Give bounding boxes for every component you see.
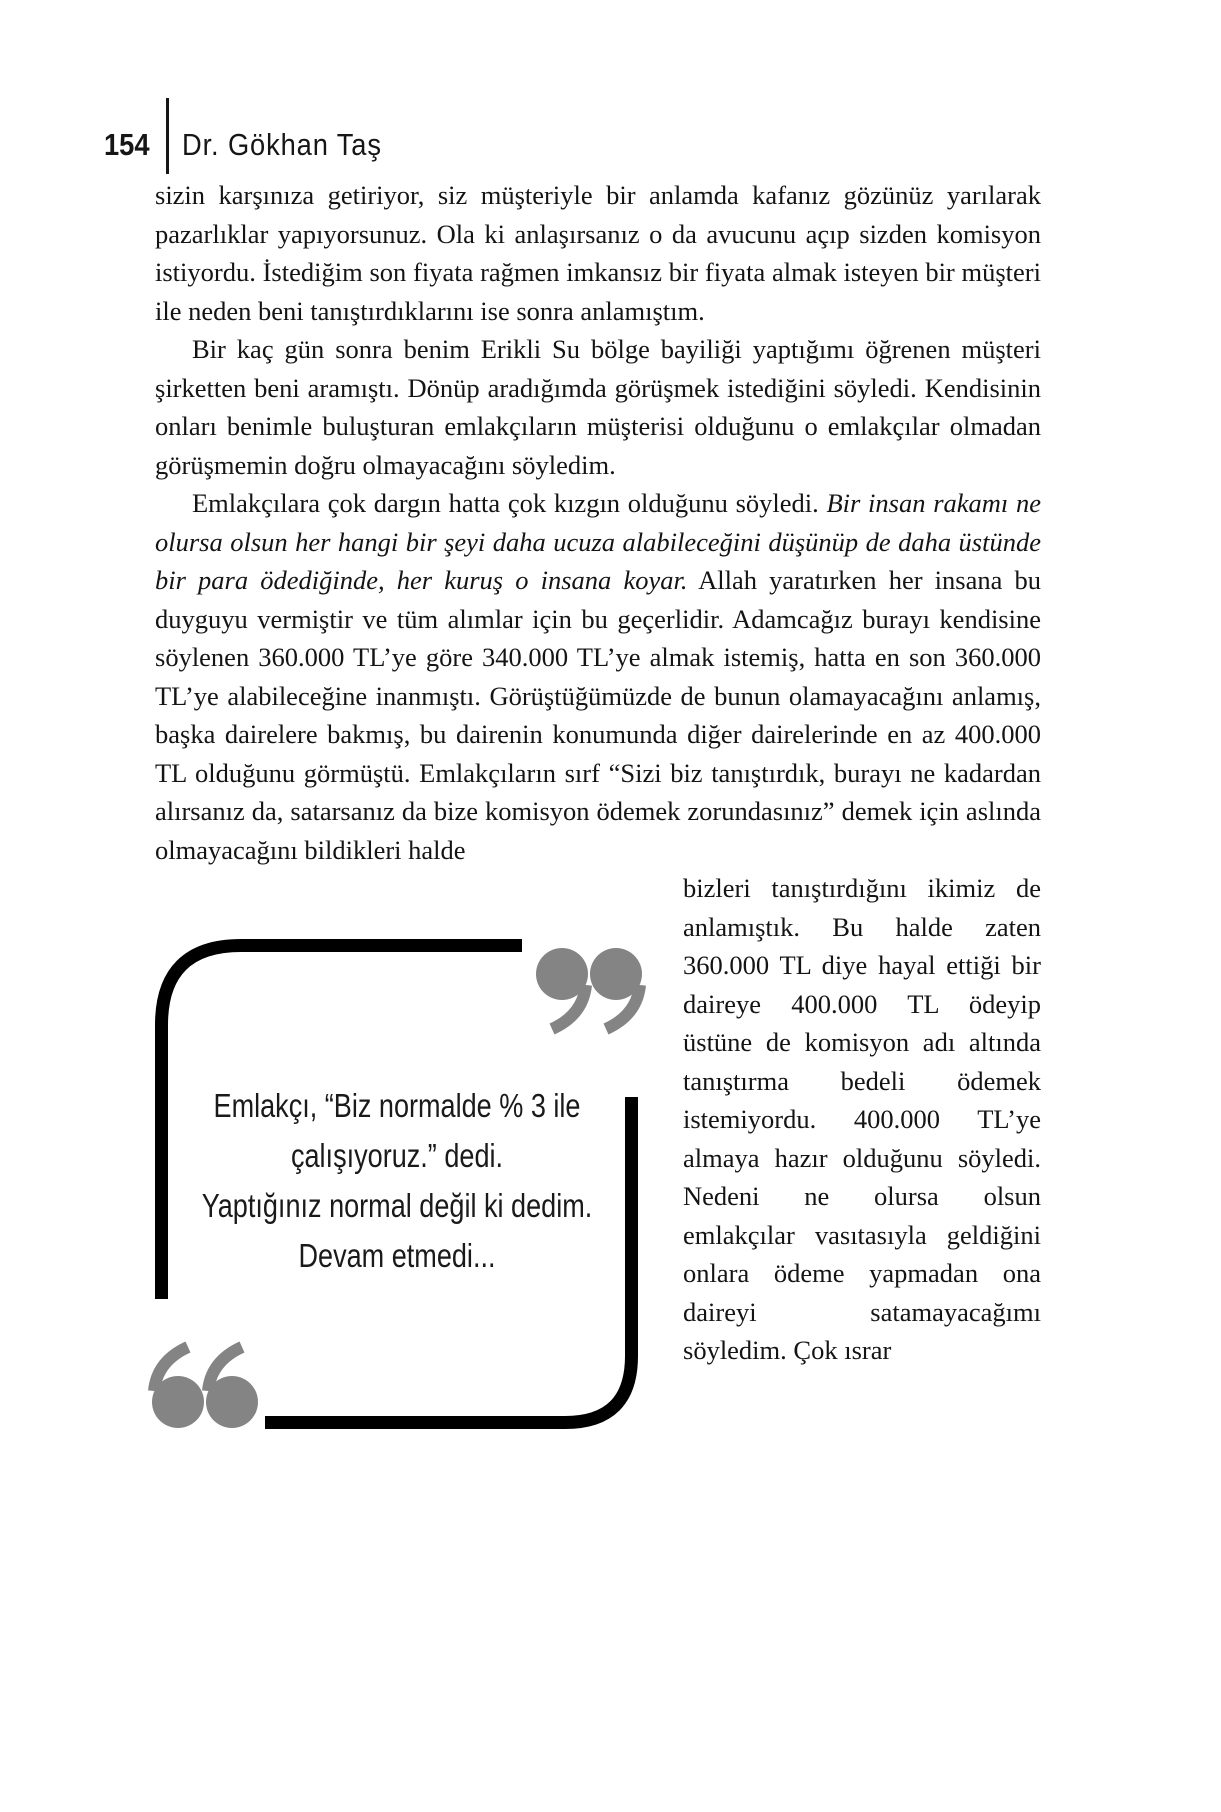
wrap-row: [155, 869, 1041, 1444]
paragraph: [155, 484, 1041, 869]
author-name: Dr. Gökhan Taş: [181, 127, 382, 162]
pullquote-line: çalışıyoruz.” dedi.: [290, 1137, 504, 1174]
wrap-column: bizleri tanıştırdığını ikimiz de anlamıştık. Bu halde zaten 360.000 TL diye hayal ettiği bir daireye 400.000 TL ödeyip üstüne de komisyon adı altında tanıştırma bedeli ödemek istemiyordu. 400.000 TL’ye almaya hazır olduğunu söyledi. Nedeni ne olursa olsun emlakçılar vasıtasıyla geldiğini onlara ödeme yapmadan ona daireyi satamayacağımı söyledim. Çok ısrar: [683, 873, 1041, 1365]
text-segment: Bir kaç gün sonra benim Erikli Su bölge bayiliği yaptığımı öğrenen müşteri şirketten beni aramıştı. Dönüp aradığımda görüşmek istediğini söyledi. Kendisinin onları benimle buluşturan emlakçıların müşterisi olduğunu o emlakçılar olmadan görüşmemin doğru olmayacağını söyledim.: [155, 334, 1041, 480]
paragraph: [155, 330, 1041, 484]
pullquote-line: Emlakçı, “Biz normalde % 3 ile: [213, 1087, 581, 1124]
pullquote-box: [155, 869, 683, 1444]
paragraph: [155, 176, 1041, 330]
italic-text-segment: Bir insan rakamı ne olursa olsun her hangi bir şeyi daha ucuza alabileceğini düşünüp de daha üstünde bir para ödediğinde, her kuruş o insana koyar.: [155, 488, 1041, 595]
paragraphs-container: [155, 176, 1041, 869]
close-quote-icon: [536, 948, 642, 1029]
pullquote-line: Yaptığınız normal değil ki dedim.: [201, 1187, 593, 1224]
pullquote-text: [143, 1081, 651, 1281]
header-divider: [166, 98, 169, 174]
text-segment: Allah yaratırken her insana bu duyguyu vermiştir ve tüm alımlar için bu geçerlidir. Adamcağız burayı kendisine söylenen 360.000 TL’ye göre 340.000 TL’ye almak istemiş, hatta en son 360.000 TL’ye alabileceğine inanmıştı. Görüştüğümüzde de bunun olamayacağını anlamış, başka dairelere bakmış, bu dairenin konumunda diğer dairelerinde en az 400.000 TL olduğunu görmüştü. Emlakçıların sırf “Sizi biz tanıştırdık, burayı ne kadardan alırsanız da, satarsanız da bize komisyon ödemek zorundasınız” demek için aslında olmayacağını bildikleri halde: [155, 565, 1041, 865]
page-number: 154: [104, 127, 150, 162]
pullquote-line: Devam etmedi...: [298, 1237, 496, 1274]
text-segment: sizin karşınıza getiriyor, siz müşteriyle bir anlamda kafanız gözünüz yarılarak pazarlıklar yapıyorsunuz. Ola ki anlaşırsanız o da avucunu açıp sizden komisyon istiyordu. İstediğim son fiyata rağmen imkansız bir fiyata almak isteyen bir müşteri ile neden beni tanıştırdıklarını ise sonra anlamıştım.: [155, 180, 1041, 326]
body-text: [155, 176, 1041, 1444]
open-quote-icon: [152, 1347, 258, 1428]
text-segment: Emlakçılara çok dargın hatta çok kızgın olduğunu söyledi.: [192, 488, 827, 518]
page-header: [104, 102, 409, 160]
